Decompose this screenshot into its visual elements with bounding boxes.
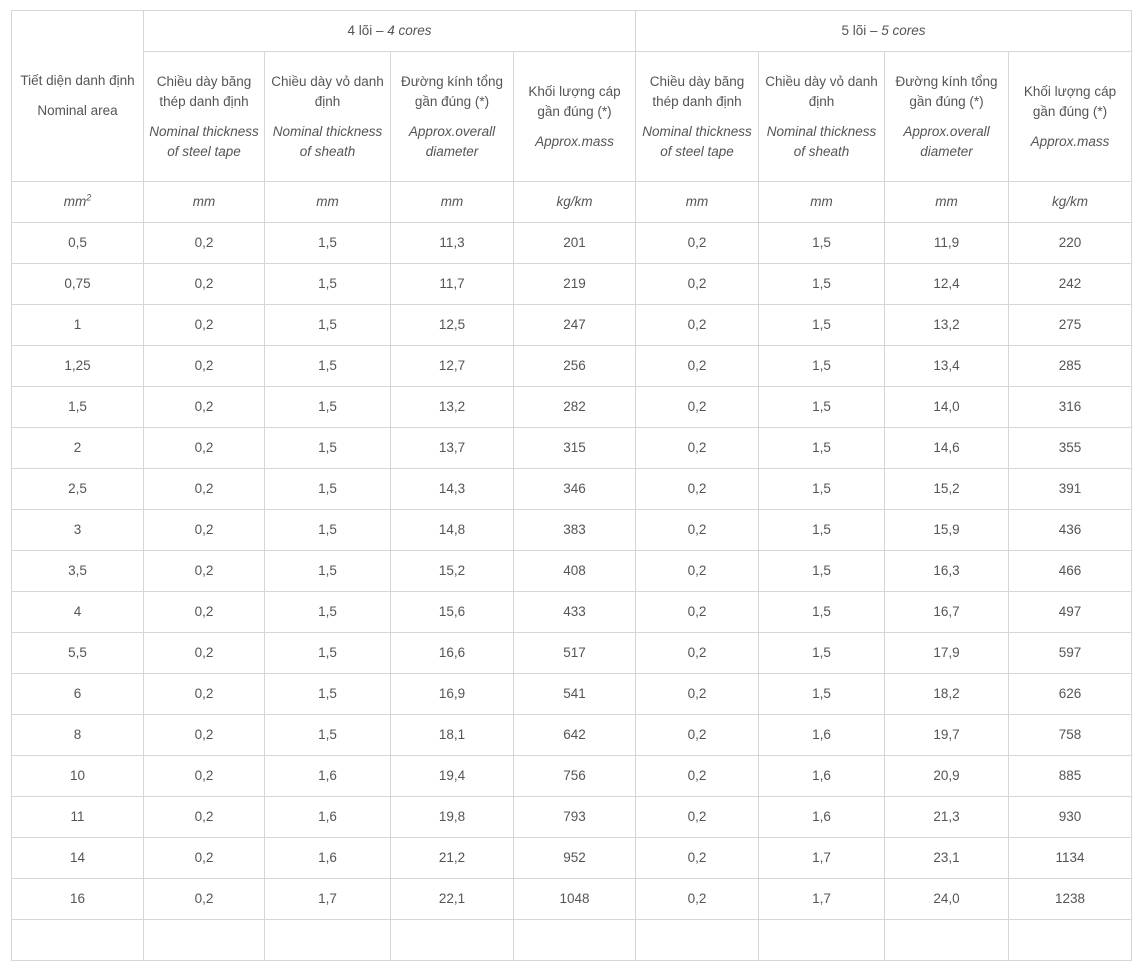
- table-cell: 0,2: [144, 797, 265, 838]
- column-header-vi: Khối lượng cáp gần đúng (*): [528, 83, 621, 119]
- unit-label: mm: [192, 194, 216, 209]
- table-cell: 930: [1009, 797, 1132, 838]
- table-cell: 1,5: [759, 264, 885, 305]
- table-cell: 1,6: [759, 797, 885, 838]
- group-5-cores: [636, 11, 1132, 52]
- table-cell: 1238: [1009, 879, 1132, 920]
- table-cell: 20,9: [885, 756, 1009, 797]
- column-header-vi: Chiều dày vỏ danh định: [765, 73, 878, 109]
- table-cell: 1,5: [759, 551, 885, 592]
- column-header-4: [514, 52, 636, 182]
- unit-cell: [144, 182, 265, 223]
- unit-label: mm: [316, 194, 339, 209]
- column-header-8: [1009, 52, 1132, 182]
- column-header-3: [391, 52, 514, 182]
- nominal-area-cell: 0,5: [12, 223, 144, 264]
- table-cell: 15,9: [885, 510, 1009, 551]
- table-cell: 11,3: [391, 223, 514, 264]
- table-cell: 433: [514, 592, 636, 633]
- table-cell: 1,5: [265, 674, 391, 715]
- column-header-row: [12, 52, 1132, 182]
- table-cell: 0,2: [144, 592, 265, 633]
- table-cell: 0,2: [144, 633, 265, 674]
- table-cell: 23,1: [885, 838, 1009, 879]
- table-cell: 1,5: [265, 633, 391, 674]
- table-cell: 22,1: [391, 879, 514, 920]
- table-row: [12, 756, 1132, 797]
- table-cell: 1,5: [265, 346, 391, 387]
- table-cell: 0,2: [144, 346, 265, 387]
- table-cell: 0,2: [144, 387, 265, 428]
- table-cell: 1,6: [759, 715, 885, 756]
- table-cell: 0,2: [636, 428, 759, 469]
- nominal-area-cell: 4: [12, 592, 144, 633]
- table-cell: 18,2: [885, 674, 1009, 715]
- table-cell: 0,2: [636, 551, 759, 592]
- nominal-area-cell: 5,5: [12, 633, 144, 674]
- table-cell: 1,5: [759, 223, 885, 264]
- table-cell-empty: [265, 920, 391, 961]
- table-cell: 15,2: [885, 469, 1009, 510]
- table-cell: 17,9: [885, 633, 1009, 674]
- unit-cell: [885, 182, 1009, 223]
- nominal-area-cell: 6: [12, 674, 144, 715]
- table-cell: 1,5: [759, 469, 885, 510]
- group-5-cores-en: 5 cores: [881, 23, 926, 38]
- nominal-area-cell: 2,5: [12, 469, 144, 510]
- table-cell: 626: [1009, 674, 1132, 715]
- table-cell: 1,5: [759, 387, 885, 428]
- table-row: [12, 223, 1132, 264]
- table-cell: 21,3: [885, 797, 1009, 838]
- table-cell: 1,6: [265, 838, 391, 879]
- table-cell: 15,2: [391, 551, 514, 592]
- table-cell: 0,2: [636, 633, 759, 674]
- table-cell: 1,6: [265, 756, 391, 797]
- table-cell: 541: [514, 674, 636, 715]
- column-header-en: Approx.mass: [535, 133, 614, 149]
- table-cell: 13,2: [391, 387, 514, 428]
- nominal-area-cell: 3: [12, 510, 144, 551]
- table-cell: 316: [1009, 387, 1132, 428]
- unit-cell: [1009, 182, 1132, 223]
- table-cell: 16,3: [885, 551, 1009, 592]
- table-cell: 0,2: [636, 592, 759, 633]
- table-cell: 1,5: [265, 264, 391, 305]
- table-cell: 1,5: [265, 592, 391, 633]
- table-cell: 12,5: [391, 305, 514, 346]
- table-row-partial: [12, 920, 1132, 961]
- nominal-area-cell: 14: [12, 838, 144, 879]
- table-cell: 19,4: [391, 756, 514, 797]
- table-cell: 0,2: [636, 838, 759, 879]
- table-cell: 0,2: [144, 305, 265, 346]
- unit-cell: [391, 182, 514, 223]
- group-4-cores-sep: –: [372, 23, 388, 38]
- table-cell: 0,2: [636, 715, 759, 756]
- table-row: [12, 879, 1132, 920]
- table-cell: 1,5: [265, 387, 391, 428]
- table-cell: 201: [514, 223, 636, 264]
- unit-cell: [265, 182, 391, 223]
- table-cell: 0,2: [144, 551, 265, 592]
- nominal-area-header: [12, 11, 144, 182]
- column-header-en: Approx.overall diameter: [408, 123, 496, 159]
- table-row: [12, 797, 1132, 838]
- table-cell-empty: [1009, 920, 1132, 961]
- table-cell: 256: [514, 346, 636, 387]
- group-4-cores: [144, 11, 636, 52]
- column-header-vi: Đường kính tổng gần đúng (*): [895, 73, 998, 109]
- table-cell-empty: [391, 920, 514, 961]
- table-cell: 346: [514, 469, 636, 510]
- table-cell: 1,7: [759, 879, 885, 920]
- table-row: [12, 551, 1132, 592]
- table-cell: 0,2: [144, 879, 265, 920]
- nominal-area-cell: 16: [12, 879, 144, 920]
- table-cell: 14,3: [391, 469, 514, 510]
- table-cell: 13,4: [885, 346, 1009, 387]
- table-cell: 1,5: [759, 633, 885, 674]
- unit-label: kg/km: [556, 194, 593, 209]
- table-cell: 1,5: [265, 428, 391, 469]
- table-cell: 0,2: [636, 469, 759, 510]
- table-cell: 11,7: [391, 264, 514, 305]
- table-cell: 0,2: [144, 469, 265, 510]
- table-cell: 1,5: [759, 510, 885, 551]
- table-cell: 1,6: [759, 756, 885, 797]
- column-header-6: [759, 52, 885, 182]
- unit-label: mm: [685, 194, 709, 209]
- column-header-vi: Khối lượng cáp gần đúng (*): [1023, 83, 1117, 119]
- table-cell: 0,2: [636, 756, 759, 797]
- table-cell: 15,6: [391, 592, 514, 633]
- nominal-area-cell: 2: [12, 428, 144, 469]
- unit-cell: [514, 182, 636, 223]
- table-row: [12, 264, 1132, 305]
- table-cell: 0,2: [144, 756, 265, 797]
- table-cell: 0,2: [144, 674, 265, 715]
- table-cell: 1,5: [265, 469, 391, 510]
- table-cell: 315: [514, 428, 636, 469]
- table-cell: 1,5: [759, 346, 885, 387]
- table-cell: 0,2: [144, 264, 265, 305]
- group-4-cores-en: 4 cores: [387, 23, 432, 38]
- table-cell: 19,8: [391, 797, 514, 838]
- table-cell: 952: [514, 838, 636, 879]
- nominal-area-header-vi: Tiết diện danh định: [20, 73, 135, 88]
- table-cell: 16,9: [391, 674, 514, 715]
- table-cell: 14,6: [885, 428, 1009, 469]
- table-cell: 1,5: [759, 674, 885, 715]
- table-row: [12, 305, 1132, 346]
- table-cell: 11,9: [885, 223, 1009, 264]
- table-cell: 642: [514, 715, 636, 756]
- table-cell: 1,5: [265, 510, 391, 551]
- column-header-en: Approx.overall diameter: [903, 123, 990, 159]
- unit-row: [12, 182, 1132, 223]
- table-cell: 0,2: [636, 387, 759, 428]
- column-header-5: [636, 52, 759, 182]
- table-row: [12, 838, 1132, 879]
- table-cell: 0,2: [144, 510, 265, 551]
- table-cell: 18,1: [391, 715, 514, 756]
- table-cell: 16,6: [391, 633, 514, 674]
- table-cell-empty: [144, 920, 265, 961]
- table-cell: 219: [514, 264, 636, 305]
- table-cell: 13,7: [391, 428, 514, 469]
- table-cell-empty: [759, 920, 885, 961]
- table-cell: 1,7: [265, 879, 391, 920]
- table-row: [12, 633, 1132, 674]
- table-row: [12, 715, 1132, 756]
- unit-label: mm: [440, 194, 464, 209]
- table-cell: 885: [1009, 756, 1132, 797]
- group-5-cores-sep: –: [866, 23, 882, 38]
- column-header-vi: Chiều dày băng thép danh định: [649, 73, 745, 109]
- table-cell: 0,2: [144, 428, 265, 469]
- table-row: [12, 592, 1132, 633]
- column-header-2: [265, 52, 391, 182]
- column-header-vi: Chiều dày vỏ danh định: [271, 73, 384, 109]
- table-cell: 14,8: [391, 510, 514, 551]
- table-cell: 12,4: [885, 264, 1009, 305]
- table-cell: 1,5: [265, 715, 391, 756]
- unit-label: mm: [935, 194, 958, 209]
- table-cell: 517: [514, 633, 636, 674]
- table-cell-empty: [885, 920, 1009, 961]
- nominal-area-cell: 0,75: [12, 264, 144, 305]
- table-cell: 0,2: [636, 346, 759, 387]
- table-cell: 13,2: [885, 305, 1009, 346]
- table-cell: 0,2: [144, 223, 265, 264]
- table-cell: 1134: [1009, 838, 1132, 879]
- nominal-area-cell: 3,5: [12, 551, 144, 592]
- table-cell: 0,2: [636, 223, 759, 264]
- column-header-vi: Đường kính tổng gần đúng (*): [401, 73, 503, 109]
- table-cell: 275: [1009, 305, 1132, 346]
- column-header-7: [885, 52, 1009, 182]
- table-cell: 247: [514, 305, 636, 346]
- table-cell: 793: [514, 797, 636, 838]
- nominal-area-cell: 1,25: [12, 346, 144, 387]
- table-cell-empty: [636, 920, 759, 961]
- table-cell: 758: [1009, 715, 1132, 756]
- table-row: [12, 674, 1132, 715]
- table-cell: 242: [1009, 264, 1132, 305]
- table-cell: 1,5: [265, 305, 391, 346]
- table-cell: 0,2: [636, 797, 759, 838]
- table-cell: 0,2: [636, 510, 759, 551]
- nominal-area-cell: 10: [12, 756, 144, 797]
- table-cell-empty: [514, 920, 636, 961]
- table-row: [12, 346, 1132, 387]
- table-cell: 0,2: [144, 838, 265, 879]
- group-5-cores-vi: 5 lõi: [841, 23, 867, 38]
- table-cell: 383: [514, 510, 636, 551]
- table-cell: 21,2: [391, 838, 514, 879]
- table-cell: 1,7: [759, 838, 885, 879]
- table-cell: 1,5: [759, 592, 885, 633]
- table-cell: 1,5: [759, 305, 885, 346]
- group-header-row: [12, 11, 1132, 52]
- table-cell: 12,7: [391, 346, 514, 387]
- column-header-vi: Chiều dày băng thép danh định: [156, 73, 252, 109]
- nominal-area-header-en: Nominal area: [37, 103, 118, 118]
- table-cell: 1,5: [265, 551, 391, 592]
- nominal-area-cell: 11: [12, 797, 144, 838]
- nominal-area-cell: 1: [12, 305, 144, 346]
- table-cell: 282: [514, 387, 636, 428]
- nominal-area-cell: 8: [12, 715, 144, 756]
- area-unit-base: mm: [63, 194, 87, 209]
- table-row: [12, 428, 1132, 469]
- unit-cell: [636, 182, 759, 223]
- unit-label: mm: [810, 194, 833, 209]
- column-header-1: [144, 52, 265, 182]
- table-cell: 16,7: [885, 592, 1009, 633]
- table-cell: 408: [514, 551, 636, 592]
- table-row: [12, 510, 1132, 551]
- table-cell: 497: [1009, 592, 1132, 633]
- table-cell: 1,5: [759, 428, 885, 469]
- table-cell: 0,2: [636, 264, 759, 305]
- column-header-en: Nominal thickness of steel tape: [149, 123, 259, 159]
- column-header-en: Nominal thickness of sheath: [272, 123, 383, 159]
- table-cell: 0,2: [636, 879, 759, 920]
- table-cell-empty: [12, 920, 144, 961]
- group-4-cores-vi: 4 lõi: [347, 23, 373, 38]
- cable-spec-table: [11, 10, 1132, 961]
- unit-cell: [759, 182, 885, 223]
- table-cell: 1048: [514, 879, 636, 920]
- table-cell: 355: [1009, 428, 1132, 469]
- table-cell: 14,0: [885, 387, 1009, 428]
- table-cell: 0,2: [144, 715, 265, 756]
- table-cell: 220: [1009, 223, 1132, 264]
- column-header-en: Nominal thickness of sheath: [766, 123, 877, 159]
- unit-label: kg/km: [1051, 194, 1088, 209]
- table-cell: 466: [1009, 551, 1132, 592]
- nominal-area-cell: 1,5: [12, 387, 144, 428]
- table-cell: 285: [1009, 346, 1132, 387]
- table-cell: 24,0: [885, 879, 1009, 920]
- table-cell: 1,5: [265, 223, 391, 264]
- area-unit: [12, 182, 144, 223]
- table-cell: 1,6: [265, 797, 391, 838]
- table-cell: 436: [1009, 510, 1132, 551]
- table-cell: 19,7: [885, 715, 1009, 756]
- column-header-en: Nominal thickness of steel tape: [642, 123, 752, 159]
- table-row: [12, 469, 1132, 510]
- area-unit-sup: 2: [86, 192, 92, 203]
- table-cell: 391: [1009, 469, 1132, 510]
- table-cell: 597: [1009, 633, 1132, 674]
- table-cell: 756: [514, 756, 636, 797]
- column-header-en: Approx.mass: [1030, 133, 1110, 149]
- table-row: [12, 387, 1132, 428]
- table-cell: 0,2: [636, 305, 759, 346]
- table-cell: 0,2: [636, 674, 759, 715]
